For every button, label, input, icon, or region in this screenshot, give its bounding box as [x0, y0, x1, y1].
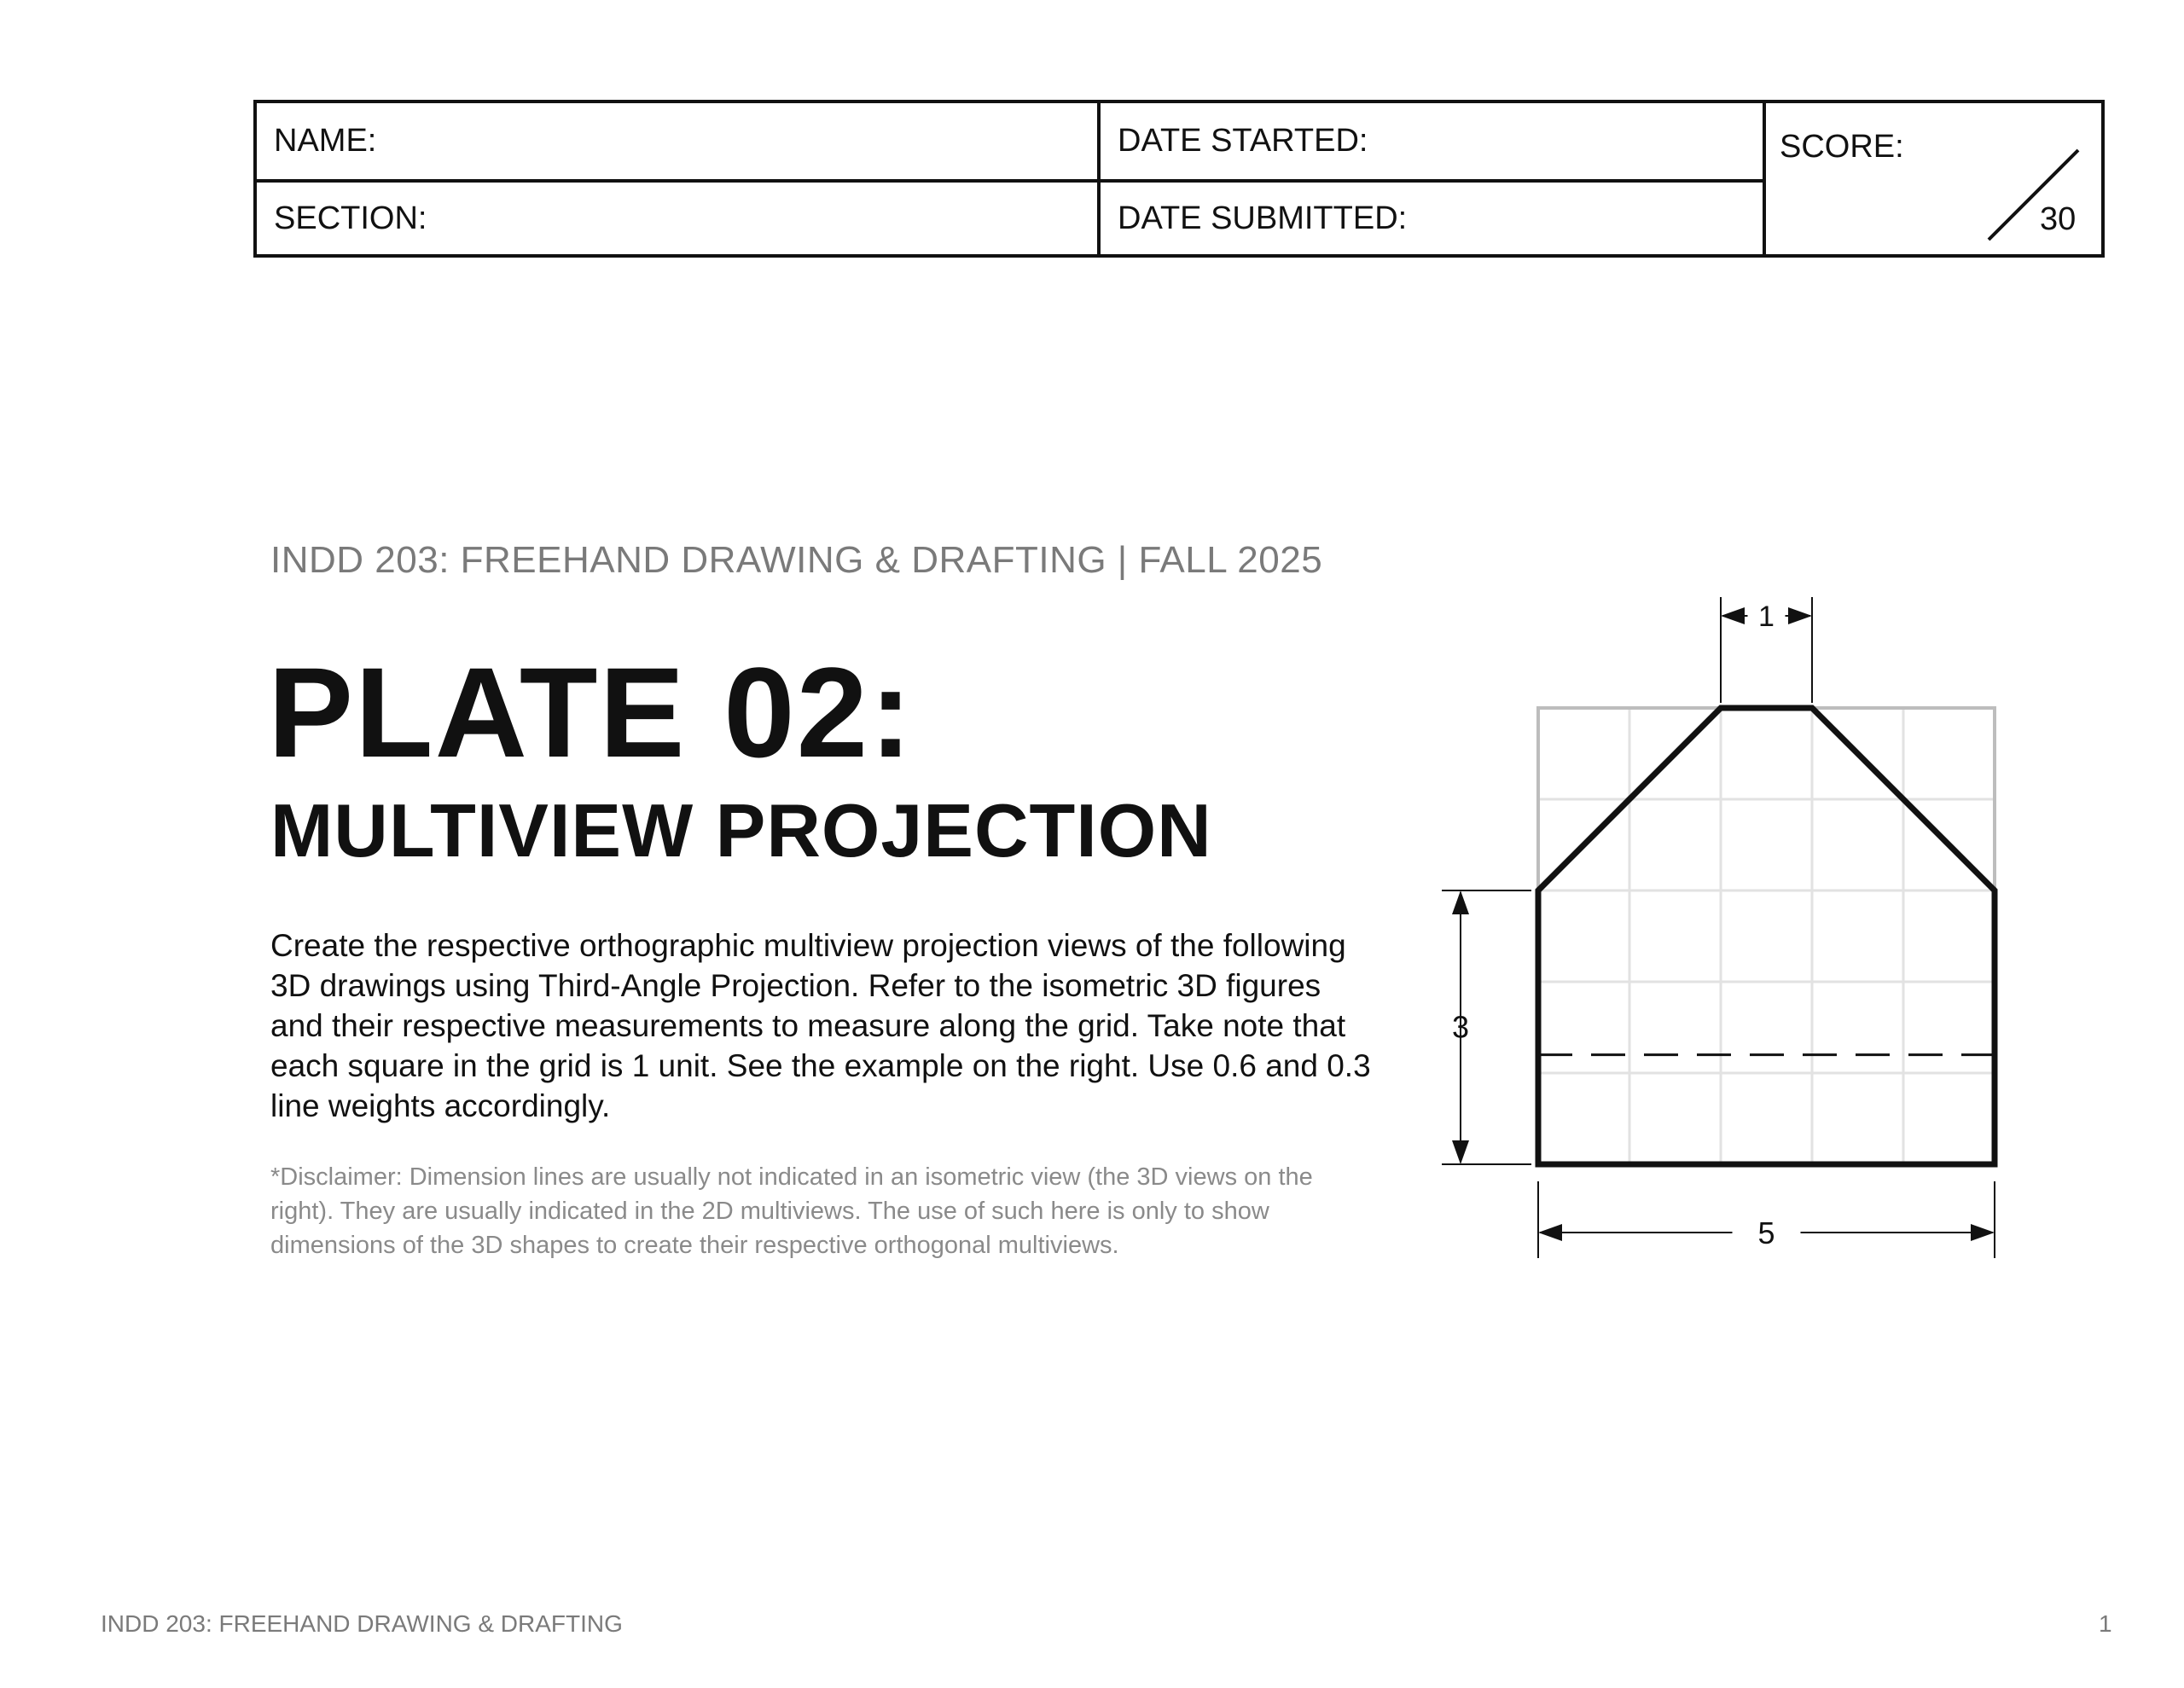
bottom-dimension-label: 5	[1757, 1215, 1775, 1250]
disclaimer-text: *Disclaimer: Dimension lines are usually not indicated in an isometric view (the 3D views on the right). They are usually indicated in the 2D multiviews. The use of such here is only to show dimensions of the 3D shapes to create their respective orthogonal multiviews.	[270, 1163, 1313, 1259]
course-line: INDD 203: FREEHAND DRAWING & DRAFTING | FALL 2025	[270, 539, 1323, 581]
name-label: NAME:	[274, 123, 377, 159]
top-dimension-label: 1	[1758, 600, 1774, 633]
left-dimension-label: 3	[1451, 1009, 1470, 1045]
example-outline	[1538, 708, 1995, 1164]
date-started-field[interactable]	[1101, 103, 1763, 179]
score-total: 30	[2040, 201, 2077, 237]
header-table	[253, 100, 2105, 258]
page-number: 1	[2099, 1610, 2112, 1637]
score-label: SCORE:	[1780, 129, 1904, 165]
section-field[interactable]	[257, 183, 1097, 255]
page-title: PLATE 02:	[268, 641, 915, 784]
date-started-label: DATE STARTED:	[1118, 123, 1368, 159]
section-label: SECTION:	[274, 200, 427, 236]
page-subtitle: MULTIVIEW PROJECTION	[270, 788, 1212, 873]
name-field[interactable]	[257, 103, 1097, 179]
grid-border	[1538, 708, 1995, 1164]
date-submitted-label: DATE SUBMITTED:	[1118, 200, 1408, 236]
date-submitted-field[interactable]	[1101, 183, 1763, 255]
example-grid	[1538, 708, 1995, 1164]
instructions-text: Create the respective orthographic multiview projection views of the following 3D drawings using Third-Angle Projection. Refer to the isometric 3D figures and their respective measurements to measure along the grid. Take note that each square in the grid is 1 unit. See the example on the right. Use 0.6 and 0.3 line weights accordingly.	[270, 928, 1371, 1123]
footer-course: INDD 203: FREEHAND DRAWING & DRAFTING	[101, 1610, 623, 1637]
example-figure	[1416, 580, 2013, 1279]
